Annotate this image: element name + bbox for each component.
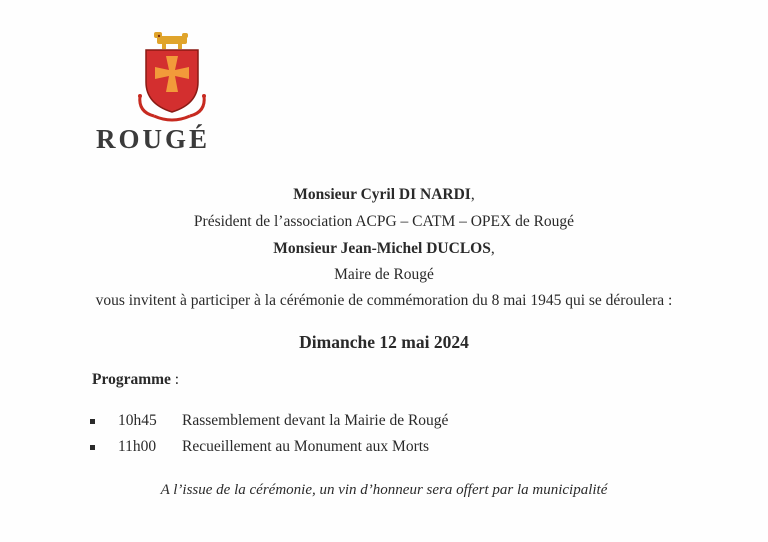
programme-heading <box>92 371 179 389</box>
programme-time: 10h45 <box>118 412 157 429</box>
invitee-line-1 <box>0 186 768 204</box>
lion-crest <box>154 32 188 49</box>
footer-note: A l’issue de la cérémonie, un vin d’honneur sera offert par la municipalité <box>160 482 608 498</box>
programme-description: Recueillement au Monument aux Morts <box>182 438 430 455</box>
host-title-2: Maire de Rougé <box>334 266 434 283</box>
programme-list <box>88 412 688 464</box>
host-name-1-suffix: , <box>470 186 475 203</box>
programme-label-suffix: : <box>170 371 180 388</box>
host-name-2-suffix: , <box>490 240 495 257</box>
host-title-1: Président de l’association ACPG – CATM – OPEX de Rougé <box>193 213 575 230</box>
host-name-2: Monsieur Jean-Michel DUCLOS <box>273 240 491 257</box>
event-date: Dimanche 12 mai 2024 <box>299 332 469 352</box>
invitee-line-2 <box>0 240 768 258</box>
bullet-icon <box>90 419 95 424</box>
town-name: ROUGÉ <box>96 124 211 154</box>
programme-label: Programme <box>92 371 171 388</box>
programme-item <box>88 438 688 464</box>
programme-item <box>88 412 688 438</box>
host-name-1: Monsieur Cyril DI NARDI <box>293 186 471 203</box>
programme-description: Rassemblement devant la Mairie de Rougé <box>182 412 449 429</box>
invitation-text: vous invitent à participer à la cérémonie de commémoration du 8 mai 1945 qui se déroulera : <box>95 292 673 309</box>
coat-of-arms-icon <box>132 30 212 126</box>
bullet-icon <box>90 445 95 450</box>
programme-time: 11h00 <box>118 438 157 455</box>
